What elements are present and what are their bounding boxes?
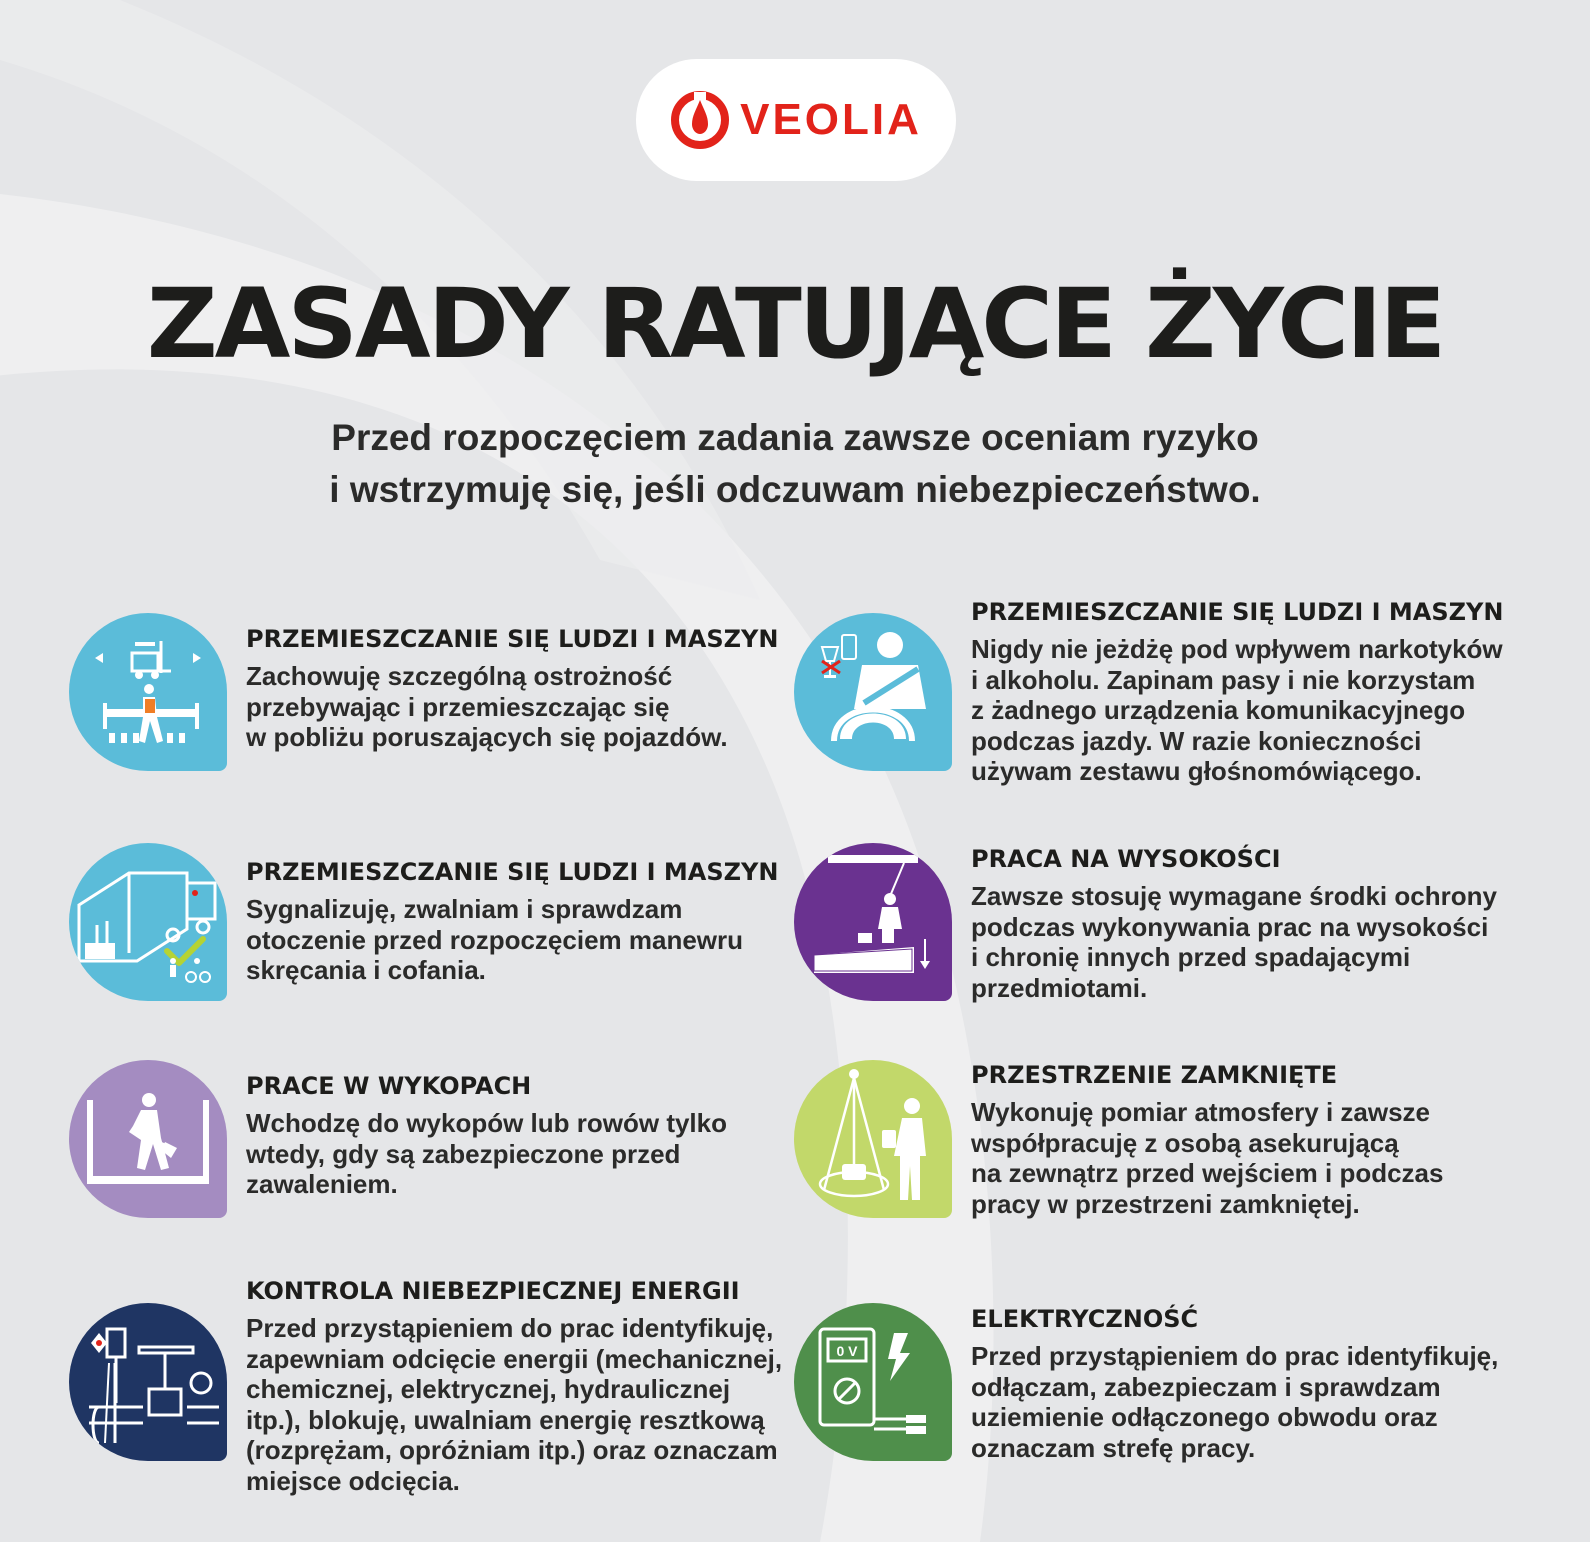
- rule-body-line: i alkoholu. Zapinam pasy i nie korzystam: [971, 664, 1476, 695]
- rule-card: [246, 1277, 782, 1496]
- rule-card: [246, 858, 779, 986]
- rule-body-line: miejsce odcięcia.: [246, 1465, 460, 1496]
- rule-body-line: z żadnego urządzenia komunikacyjnego: [971, 695, 1466, 725]
- valve-lockout-icon: [69, 1303, 227, 1461]
- veolia-mark-icon: [670, 90, 730, 150]
- rule-body-line: przedmiotami.: [971, 972, 1148, 1003]
- rule-body: [971, 881, 1497, 1003]
- rule-body-line: Wchodzę do wykopów lub rowów tylko: [246, 1108, 727, 1138]
- rule-heading: PRZESTRZENIE ZAMKNIĘTE: [971, 1061, 1338, 1089]
- seatbelt-driver-icon: [794, 613, 952, 771]
- trench-worker-icon: [69, 1060, 227, 1218]
- rule-heading: PRACA NA WYSOKOŚCI: [971, 845, 1281, 873]
- rule-body: [971, 1097, 1443, 1219]
- rule-body-line: podczas jazdy. W razie konieczności: [971, 725, 1422, 756]
- meter-readout: 0 V: [836, 1343, 858, 1359]
- page-title: ZASADY RATUJĄCE ŻYCIE: [146, 268, 1444, 380]
- rule-body-line: Zachowuję szczególną ostrożność: [246, 661, 673, 691]
- rule-card: [971, 1061, 1443, 1219]
- rule-body-line: przebywając i przemieszczając się: [246, 691, 670, 722]
- rule-body-line: i chronię innych przed spadającymi: [971, 942, 1411, 972]
- rule-body-line: podczas wykonywania prac na wysokości: [971, 911, 1489, 942]
- subtitle-line-1: Przed rozpoczęciem zadania zawsze oceniam ryzyko: [331, 417, 1259, 458]
- rule-body-line: pracy w przestrzeni zamkniętej.: [971, 1188, 1360, 1219]
- rule-heading: ELEKTRYCZNOŚĆ: [971, 1305, 1199, 1333]
- rule-card: [971, 1305, 1498, 1463]
- veolia-logo: [636, 59, 956, 181]
- height-harness-icon: [794, 843, 952, 1001]
- rule-body-line: wtedy, gdy są zabezpieczone przed: [246, 1138, 681, 1169]
- forklift-pedestrian-icon: [69, 613, 227, 771]
- veolia-wordmark: VEOLIA: [740, 95, 922, 144]
- rule-heading: PRZEMIESZCZANIE SIĘ LUDZI I MASZYN: [971, 598, 1504, 626]
- rule-body-line: Wykonuję pomiar atmosfery i zawsze: [971, 1097, 1430, 1127]
- rule-body-line: zawaleniem.: [246, 1169, 398, 1199]
- rule-body: [246, 1313, 782, 1496]
- rule-body-line: Przed przystąpieniem do prac identyfikuję,: [971, 1341, 1499, 1371]
- rule-body-line: używam zestawu głośnomówiącego.: [971, 756, 1422, 786]
- rule-card: [971, 598, 1504, 787]
- rule-body-line: (rozprężam, opróżniam itp.) oraz oznaczam: [246, 1435, 778, 1465]
- rule-body-line: Sygnalizuję, zwalniam i sprawdzam: [246, 894, 683, 924]
- voltage-tester-icon: [794, 1303, 952, 1461]
- rule-card: [971, 845, 1497, 1003]
- rule-body: [246, 661, 779, 753]
- rule-heading: PRZEMIESZCZANIE SIĘ LUDZI I MASZYN: [246, 625, 779, 653]
- rule-heading: KONTROLA NIEBEZPIECZNEJ ENERGII: [246, 1277, 740, 1305]
- confined-space-icon: [794, 1060, 952, 1218]
- truck-reversing-icon: [69, 843, 227, 1001]
- rule-body-line: Przed przystąpieniem do prac identyfikuję,: [246, 1313, 774, 1343]
- rule-body-line: oznaczam strefę pracy.: [971, 1432, 1256, 1463]
- rule-body-line: odłączam, zabezpieczam i sprawdzam: [971, 1371, 1441, 1402]
- rule-body-line: uziemienie odłączonego obwodu oraz: [971, 1402, 1438, 1432]
- rule-card: [246, 1072, 727, 1200]
- rule-body-line: itp.), blokuję, uwalniam energię resztkową: [246, 1404, 765, 1435]
- rule-body-line: zapewniam odcięcie energii (mechanicznej,: [246, 1343, 783, 1374]
- rule-body-line: chemicznej, elektrycznej, hydraulicznej: [246, 1374, 731, 1404]
- rule-body-line: Zawsze stosuję wymagane środki ochrony: [971, 881, 1497, 911]
- rule-body-line: na zewnątrz przed wejściem i podczas: [971, 1158, 1444, 1188]
- rule-body: [246, 894, 779, 986]
- page-subtitle: [0, 412, 1590, 516]
- rule-body: [971, 634, 1504, 787]
- rule-heading: PRZEMIESZCZANIE SIĘ LUDZI I MASZYN: [246, 858, 779, 886]
- rule-body-line: otoczenie przed rozpoczęciem manewru: [246, 924, 744, 955]
- rule-body-line: Nigdy nie jeżdżę pod wpływem narkotyków: [971, 634, 1503, 664]
- subtitle-line-2: i wstrzymuję się, jeśli odczuwam niebezpieczeństwo.: [329, 469, 1261, 510]
- rule-body-line: współpracuję z osobą asekurującą: [971, 1127, 1399, 1158]
- rule-body-line: w pobliżu poruszających się pojazdów.: [246, 722, 728, 752]
- rule-heading: PRACE W WYKOPACH: [246, 1072, 532, 1100]
- rule-card: [246, 625, 779, 753]
- rule-body: [246, 1108, 727, 1200]
- rule-body-line: skręcania i cofania.: [246, 955, 486, 985]
- rule-body: [971, 1341, 1498, 1463]
